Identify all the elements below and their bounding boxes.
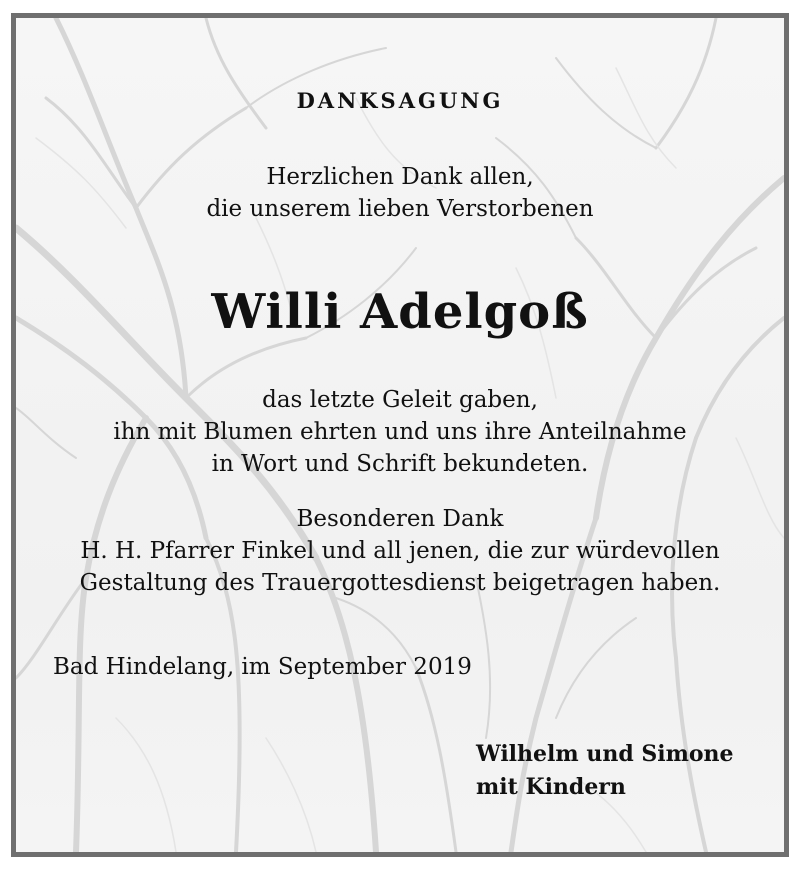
signature-line: mit Kindern bbox=[476, 774, 626, 800]
intro-line: die unserem lieben Verstorbenen bbox=[206, 196, 594, 222]
thanks-text bbox=[16, 384, 784, 480]
place-and-date: Bad Hindelang, im September 2019 bbox=[53, 654, 472, 680]
notice-frame bbox=[11, 13, 789, 857]
thanks-line: ihn mit Blumen ehrten und uns ihre Anteilnahme bbox=[113, 419, 687, 445]
signature-line: Wilhelm und Simone bbox=[476, 741, 734, 767]
signature bbox=[476, 738, 734, 804]
thanks-line: in Wort und Schrift bekundeten. bbox=[211, 451, 589, 477]
notice-heading: DANKSAGUNG bbox=[296, 88, 504, 113]
special-thanks-text bbox=[16, 503, 784, 599]
deceased-name: Willi Adelgoß bbox=[211, 284, 589, 340]
special-thanks-line: Gestaltung des Trauergottesdienst beigetragen haben. bbox=[79, 570, 721, 596]
special-thanks-line: H. H. Pfarrer Finkel und all jenen, die zur würdevollen bbox=[80, 538, 720, 564]
intro-text bbox=[16, 161, 784, 225]
intro-line: Herzlichen Dank allen, bbox=[266, 164, 534, 190]
thanks-line: das letzte Geleit gaben, bbox=[262, 387, 538, 413]
special-thanks-line: Besonderen Dank bbox=[296, 506, 504, 532]
